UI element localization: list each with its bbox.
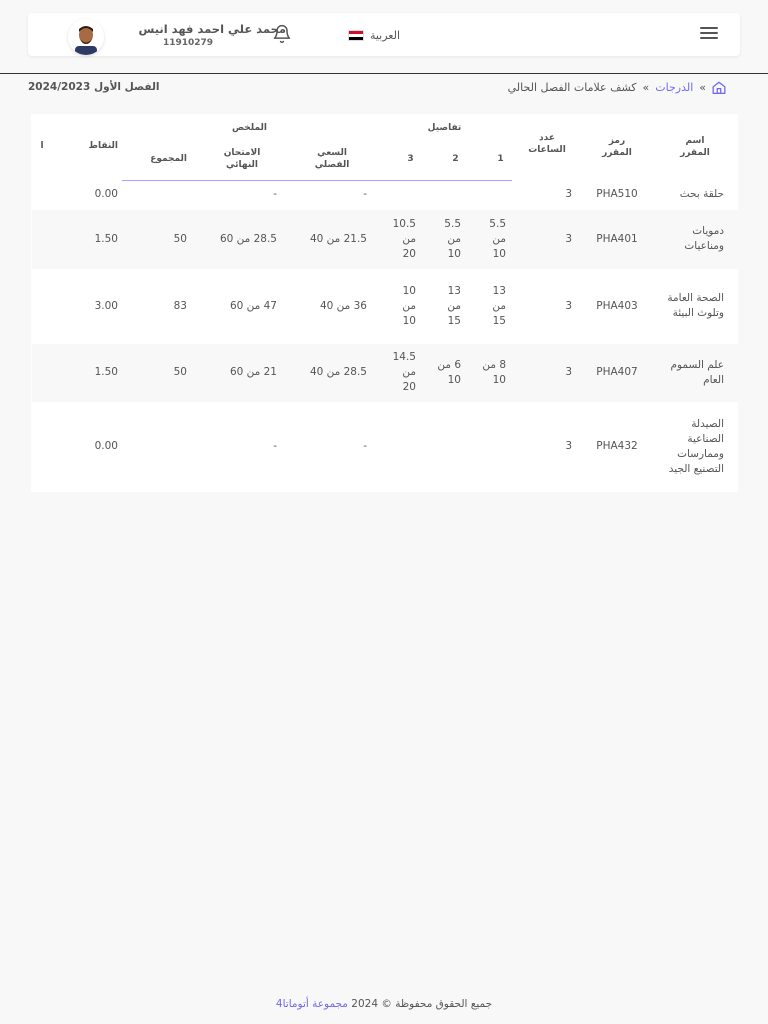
detail-3: 14.5 من 20 <box>377 343 422 402</box>
avatar-image <box>68 19 104 55</box>
course-hours: 3 <box>512 209 582 269</box>
detail-1: 8 من 10 <box>467 343 512 402</box>
detail-1 <box>467 180 512 209</box>
final-exam: 21 من 60 <box>197 343 287 402</box>
header-detail-2: 2 <box>422 138 467 180</box>
semester-work: - <box>287 402 377 491</box>
course-hours: 3 <box>512 269 582 343</box>
table-row <box>32 180 738 209</box>
total <box>122 402 197 491</box>
course-hours: 3 <box>512 343 582 402</box>
final-exam: - <box>197 180 287 209</box>
course-code: PHA407 <box>582 343 652 402</box>
total: 50 <box>122 343 197 402</box>
detail-2: 6 من 10 <box>422 343 467 402</box>
final-exam: - <box>197 402 287 491</box>
total: 83 <box>122 269 197 343</box>
top-navbar <box>28 13 740 56</box>
total <box>122 180 197 209</box>
points: 1.50 <box>52 209 122 269</box>
course-code: PHA401 <box>582 209 652 269</box>
header-detail-1: 1 <box>467 138 512 180</box>
detail-1: 5.5 من 10 <box>467 209 512 269</box>
course-hours: 3 <box>512 402 582 491</box>
total: 50 <box>122 209 197 269</box>
home-icon[interactable] <box>712 81 726 94</box>
table-row <box>32 343 738 402</box>
course-hours: 3 <box>512 180 582 209</box>
breadcrumb-separator: » <box>699 80 706 94</box>
header-hours: عدد الساعات <box>528 133 566 155</box>
term-label: الفصل الأول 2024/2023 <box>28 81 160 93</box>
table-row <box>32 209 738 269</box>
detail-3: 10 من 10 <box>377 269 422 343</box>
grades-table-card <box>31 114 738 492</box>
header-final-exam: الامتحان النهائي <box>197 138 287 180</box>
user-profile[interactable] <box>68 18 288 52</box>
detail-3: 10.5 من 20 <box>377 209 422 269</box>
table-row <box>32 269 738 343</box>
detail-1 <box>467 402 512 491</box>
course-name: دمويات ومناعيات <box>652 209 738 269</box>
breadcrumb-grades-link[interactable]: الدرجات <box>655 80 694 94</box>
language-label: العربية <box>369 28 400 42</box>
footer-brand-link[interactable]: مجموعة أتوماتا4 <box>275 998 348 1010</box>
course-name: حلقة بحث <box>652 180 738 209</box>
detail-2 <box>422 402 467 491</box>
header-detail-3: 3 <box>377 138 422 180</box>
footer-copyright: جميع الحقوق محفوظة © 2024 <box>351 998 493 1010</box>
user-avatar[interactable] <box>68 19 104 55</box>
header-summary: الملخص <box>232 123 267 133</box>
breadcrumb-separator: » <box>642 80 650 94</box>
final-exam: 47 من 60 <box>197 269 287 343</box>
points: 0.00 <box>52 180 122 209</box>
table-row <box>32 402 738 491</box>
semester-work: - <box>287 180 377 209</box>
course-code: PHA510 <box>582 180 652 209</box>
course-name: علم السموم العام <box>652 343 738 402</box>
detail-1: 13 من 15 <box>467 269 512 343</box>
points: 1.50 <box>52 343 122 402</box>
header-semester-work: السعي الفصلي <box>287 138 377 180</box>
points: 0.00 <box>52 402 122 491</box>
header-course-code: رمز المقرر <box>602 135 632 158</box>
semester-work: 36 من 40 <box>287 269 377 343</box>
hamburger-menu-icon[interactable] <box>700 27 718 41</box>
user-id: 11910279 <box>162 38 214 48</box>
user-name: محمد علي احمد فهد انيس <box>138 22 286 36</box>
detail-3 <box>377 402 422 491</box>
breadcrumb <box>508 80 726 94</box>
detail-2: 5.5 من 10 <box>422 209 467 269</box>
detail-3 <box>377 180 422 209</box>
language-selector[interactable] <box>310 26 400 44</box>
breadcrumb-current: كشف علامات الفصل الحالي <box>507 80 637 94</box>
semester-work: 21.5 من 40 <box>287 209 377 269</box>
header-points: النقاط <box>88 141 118 151</box>
final-exam: 28.5 من 60 <box>197 209 287 269</box>
course-code: PHA403 <box>582 269 652 343</box>
detail-2 <box>422 180 467 209</box>
header-divider <box>0 73 768 74</box>
footer <box>0 998 768 1010</box>
header-details: تفاصيل <box>427 123 462 133</box>
course-code: PHA432 <box>582 402 652 491</box>
course-name: الصحة العامة وتلوث البيئة <box>652 269 738 343</box>
grades-table <box>32 114 738 491</box>
header-extra: ا <box>40 141 44 151</box>
points: 3.00 <box>52 269 122 343</box>
course-name: الصيدلة الصناعية وممارسات التصنيع الجيد <box>652 402 738 491</box>
egypt-flag-icon <box>348 30 364 41</box>
detail-2: 13 من 15 <box>422 269 467 343</box>
semester-work: 28.5 من 40 <box>287 343 377 402</box>
header-course-name: اسم المقرر <box>680 135 710 158</box>
header-total: المجموع <box>122 138 197 180</box>
